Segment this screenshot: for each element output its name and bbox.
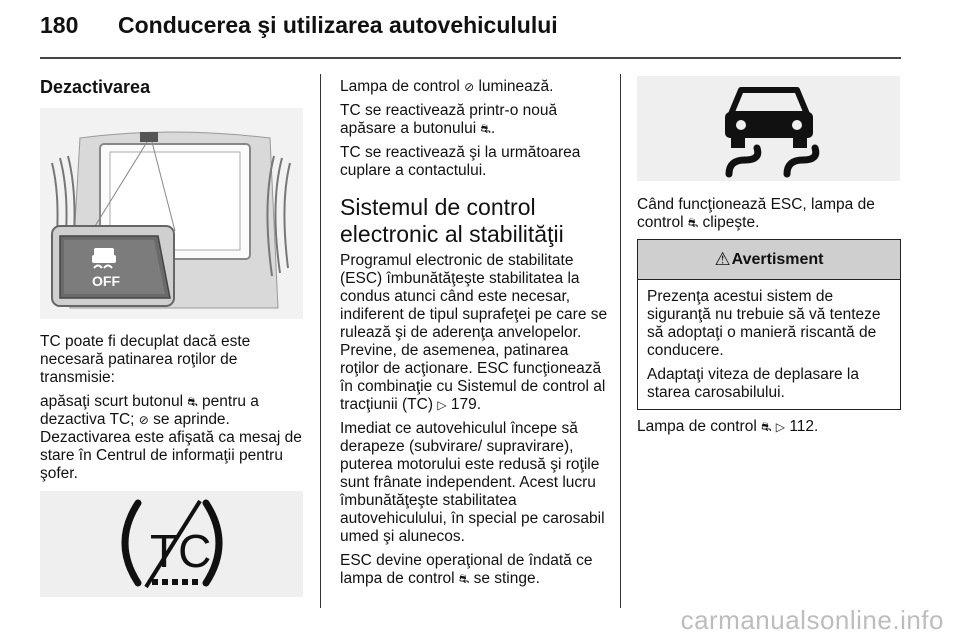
page-title: Conducerea şi utilizarea autovehiculului [118, 12, 558, 38]
paragraph [340, 552, 608, 588]
text-span: clipeşte. [702, 214, 760, 231]
warning-paragraph: Adaptaţi viteza de deplasare la starea carosabilului. [647, 366, 859, 401]
esc-skid-icon: ⛐ [687, 216, 699, 230]
text-span: apăsaţi scurt butonul [40, 393, 184, 410]
section-title-esc: Sistemul de control electronic al stabilităţii [340, 194, 564, 247]
tc-warning-lamp-icon [40, 491, 303, 597]
text-span: . [490, 120, 496, 137]
column-divider [320, 74, 321, 608]
warning-triangle-icon: ⚠ [714, 249, 731, 269]
esc-skid-icon: ⛐ [458, 572, 470, 586]
text-span: Lampa de control [637, 418, 757, 435]
middle-column [340, 78, 608, 594]
text-span: se aprinde. [153, 411, 230, 428]
paragraph [637, 196, 899, 232]
page-number: 180 [40, 12, 79, 38]
paragraph [340, 78, 608, 96]
tc-off-icon: ⊘ [464, 80, 475, 94]
button-off-label: OFF [92, 273, 120, 289]
esc-skid-icon [637, 76, 900, 181]
dashboard-illustration [40, 108, 303, 319]
paragraph [340, 252, 608, 414]
warning-box [637, 239, 901, 410]
tc-lamp-figure [40, 491, 303, 597]
text-span: TC se reactivează printr-o nouă apăsare a butonului [340, 102, 558, 137]
paragraph: TC poate fi decuplat dacă este necesară patinarea roţilor de transmisie: [40, 333, 251, 386]
left-column [40, 78, 305, 96]
page-reference-arrow-icon: ▷ [775, 420, 785, 434]
warning-body [638, 280, 900, 402]
paragraph [40, 393, 305, 429]
watermark: carmanualsonline.info [680, 605, 944, 635]
page-reference: 179. [450, 396, 482, 413]
right-column-footer [637, 418, 899, 442]
page-reference: 112. [789, 418, 819, 435]
text-span: luminează. [478, 78, 554, 95]
text-span: se stinge. [473, 570, 540, 587]
column-divider [620, 74, 621, 608]
esc-skid-icon: ⛐ [761, 420, 772, 434]
esc-skid-icon: ⛐ [480, 122, 491, 136]
esc-skid-icon: ⛐ [187, 395, 198, 409]
paragraph [637, 418, 899, 436]
warning-title: Avertisment [731, 250, 824, 268]
esc-lamp-figure [637, 76, 900, 181]
right-column-text [637, 196, 899, 238]
tc-letters: TC [150, 525, 212, 577]
text-span: pentru a dezactiva TC; [40, 393, 259, 428]
paragraph [340, 102, 608, 138]
text-span: Lampa de control [340, 78, 460, 95]
text-span: Programul electronic de stabilitate (ESC) îmbunătăţeşte stabilitatea la condus atunci când este necesar, indiferent de tipul suprafeţei pe care se rulează şi de aderenţa anvelopelor. Previne, de asemenea, patinarea roţilor de acţionare. ESC funcţionează în combinaţie cu Sistemul de control al tracţiunii (TC) [340, 252, 608, 413]
section-heading-dezactivarea: Dezactivarea [40, 77, 151, 97]
tc-off-icon: ⊘ [138, 413, 149, 427]
header-rule [40, 57, 901, 59]
text-span: ESC devine operaţional de îndată ce lampa de control [340, 552, 593, 587]
paragraph: Imediat ce autovehiculul începe să derapeze (subvirare/ supravirare), puterea motorului este redusă şi roţile sunt frânate independent. Acest lucru îmbunătăţeşte stabilitatea autovehiculului, în special pe carosabil umed şi alunecos. [340, 420, 605, 545]
page-reference-arrow-icon: ▷ [437, 398, 447, 412]
left-column-text [40, 333, 305, 489]
paragraph: TC se reactivează şi la următoarea cuplare a contactului. [340, 144, 581, 179]
warning-paragraph: Prezenţa acestui sistem de siguranţă nu trebuie să vă tenteze să adoptaţi o manieră riscantă de conducere. [647, 288, 881, 359]
warning-header [638, 240, 900, 280]
paragraph: Dezactivarea este afişată ca mesaj de stare în Centrul de informaţii pentru şofer. [40, 429, 302, 482]
button-car-icon [92, 248, 116, 263]
text-span: Când funcţionează ESC, lampa de control [637, 196, 875, 231]
dashboard-figure [40, 108, 303, 319]
